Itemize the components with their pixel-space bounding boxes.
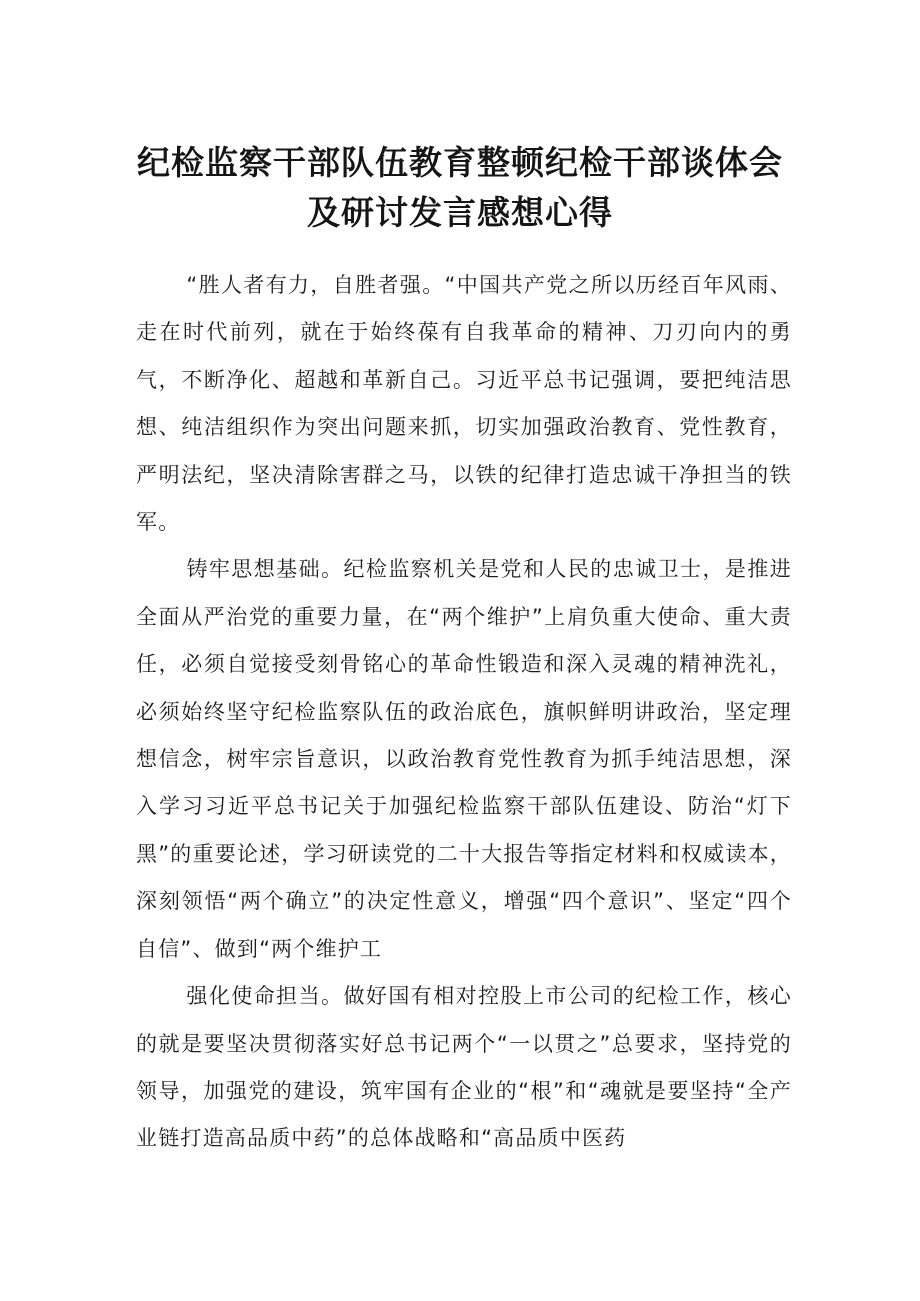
document-title-line-2: 及研讨发言感想心得 [307, 193, 613, 232]
paragraph-ideological-foundation: 铸牢思想基础。纪检监察机关是党和人民的忠诚卫士，是推进全面从严治党的重要力量，在“两个维护”上肩负重大使命、重大责任，必须自觉接受刻骨铭心的革命性锻造和深入灵魂的精神洗礼，必须始终坚守纪检监察队伍的政治底色，旗帜鲜明讲政治，坚定理想信念，树牢宗旨意识，以政治教育党性教育为抓手纯洁思想，深入学习习近平总书记关于加强纪检监察干部队伍建设、防治“灯下黑”的重要论述，学习研读党的二十大报告等指定材料和权威读本，深刻领悟“两个确立”的决定性意义，增强“四个意识”、坚定“四个自信”、做到“两个维护工 [136, 557, 792, 961]
document-title-line-1: 纪检监察干部队伍教育整顿纪检干部谈体会 [137, 143, 783, 182]
document-body [136, 262, 792, 1163]
paragraph-mission-responsibility: 强化使命担当。做好国有相对控股上市公司的纪检工作，核心的就是要坚决贯彻落实好总书记两个“一以贯之”总要求，坚持党的领导，加强党的建设，筑牢国有企业的“根”和“魂就是要坚持“全产业链打造高品质中药”的总体战略和“高品质中医药 [136, 984, 792, 1151]
paragraph-intro: “胜人者有力，自胜者强。“中国共产党之所以历经百年风雨、走在时代前列，就在于始终葆有自我革命的精神、刀刃向内的勇气，不断净化、超越和革新自己。习近平总书记强调，要把纯洁思想、纯洁组织作为突出问题来抓，切实加强政治教育、党性教育，严明法纪，坚决清除害群之马，以铁的纪律打造忠诚干净担当的铁军。 [136, 273, 792, 535]
